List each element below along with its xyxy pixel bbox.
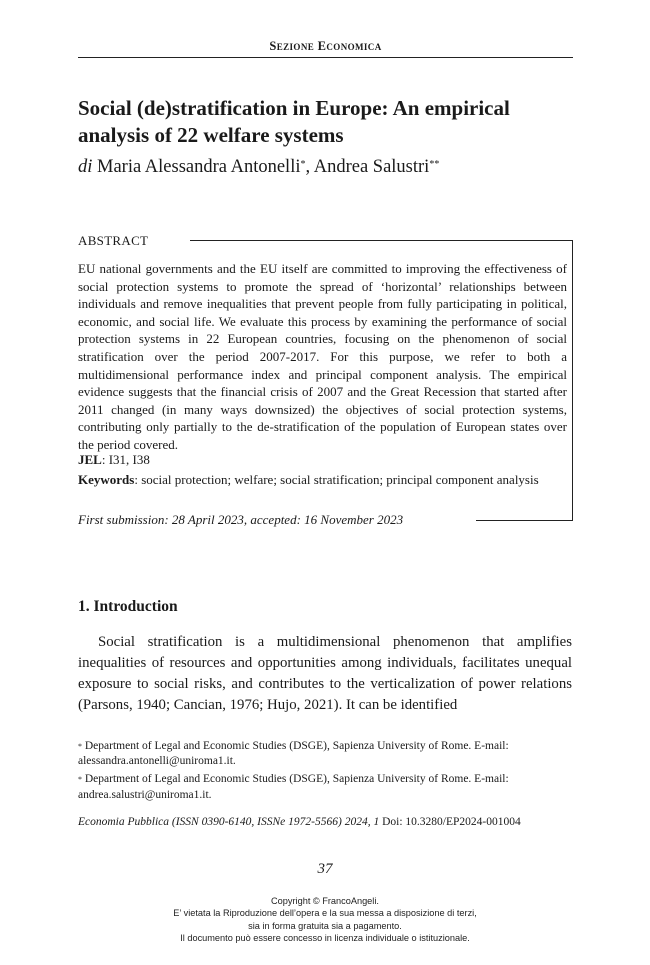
- footnote-2-text: Department of Legal and Economic Studies (DSGE), Sapienza University of Rome. E-mail: andrea.salustri@uniroma1.it.: [78, 773, 509, 801]
- footnote-1-mark: *: [78, 742, 82, 751]
- abstract-frame-right: [572, 240, 573, 520]
- submission-dates: First submission: 28 April 2023, accepted: 16 November 2023: [78, 512, 404, 527]
- keywords-label: Keywords: [78, 472, 135, 487]
- header-rule: [78, 57, 573, 58]
- abstract-frame-top: [190, 240, 572, 241]
- article-title: Social (de)stratification in Europe: An empirical analysis of 22 welfare systems: [78, 96, 510, 147]
- keywords-value: : social protection; welfare; social stratification; principal component analysis: [134, 472, 539, 487]
- byline: [78, 155, 598, 179]
- copyright-line-4: Il documento può essere concesso in licenza individuale o istituzionale.: [180, 933, 470, 944]
- jel-line: [78, 451, 150, 469]
- keywords-line: [78, 471, 567, 489]
- journal-doi: Doi: 10.3280/EP2024-001004: [379, 816, 521, 828]
- footnote-2: [78, 772, 572, 802]
- journal-citation: [78, 815, 572, 830]
- jel-label: JEL: [78, 452, 102, 467]
- footnote-1: [78, 739, 572, 769]
- copyright-line-2: E’ vietata la Riproduzione dell’opera e la sua messa a disposizione di terzi,: [173, 908, 477, 919]
- abstract-text: EU national governments and the EU itself are committed to improving the effectiveness of social protection systems to promote the spread of ‘horizontal’ relationships between individuals and remove inequalities that prevent people from fully participating in political, economic, and social life. We evaluate this process by examining the performance of social protection systems in 22 European countries, focusing on the phenomenon of social stratification over the period 2007-2017. For this purpose, we refer to both a multidimensional performance index and principal component analysis. The empirical evidence suggests that the financial crisis of 2007 and the Great Recession that started after 2011 changed (in many ways downsized) the objectives of social protection systems, contributing only partially to the de-stratification of the population of European states over the period covered.: [78, 261, 567, 452]
- footnote-1-text: Department of Legal and Economic Studies (DSGE), Sapienza University of Rome. E-mail: alessandra.antonelli@uniroma1.it.: [78, 740, 509, 768]
- introduction-text: Social stratification is a multidimensional phenomenon that amplifies inequalities of resources and opportunities among individuals, facilitates unequal exposure to social risks, and contributes to the verticalization of power relations (Parsons, 1940; Cancian, 1976; Hujo, 2021). It can be identified: [78, 634, 572, 713]
- footnotes: [78, 739, 572, 803]
- author-2: Andrea Salustri: [313, 157, 430, 177]
- copyright-notice: [0, 895, 650, 945]
- author-separator: ,: [305, 157, 314, 177]
- section-heading-introduction: 1. Introduction: [78, 598, 178, 615]
- copyright-line-1: Copyright © FrancoAngeli.: [271, 896, 379, 906]
- abstract-frame-bottom: [476, 520, 573, 521]
- author-1-mark: *: [300, 159, 306, 170]
- byline-prefix: di: [78, 157, 93, 177]
- running-header: Sezione Economica: [269, 39, 382, 53]
- footnote-2-mark: *: [78, 775, 82, 785]
- author-2-mark: **: [429, 159, 440, 170]
- author-1: Maria Alessandra Antonelli: [97, 157, 301, 177]
- journal-name: Economia Pubblica (ISSN 0390-6140, ISSNe 1972-5566) 2024, 1: [78, 816, 380, 828]
- abstract-label: ABSTRACT: [78, 233, 149, 248]
- copyright-line-3: sia in forma gratuita sia a pagamento.: [248, 920, 402, 931]
- jel-value: : I31, I38: [101, 452, 150, 467]
- page-number: 37: [317, 861, 333, 877]
